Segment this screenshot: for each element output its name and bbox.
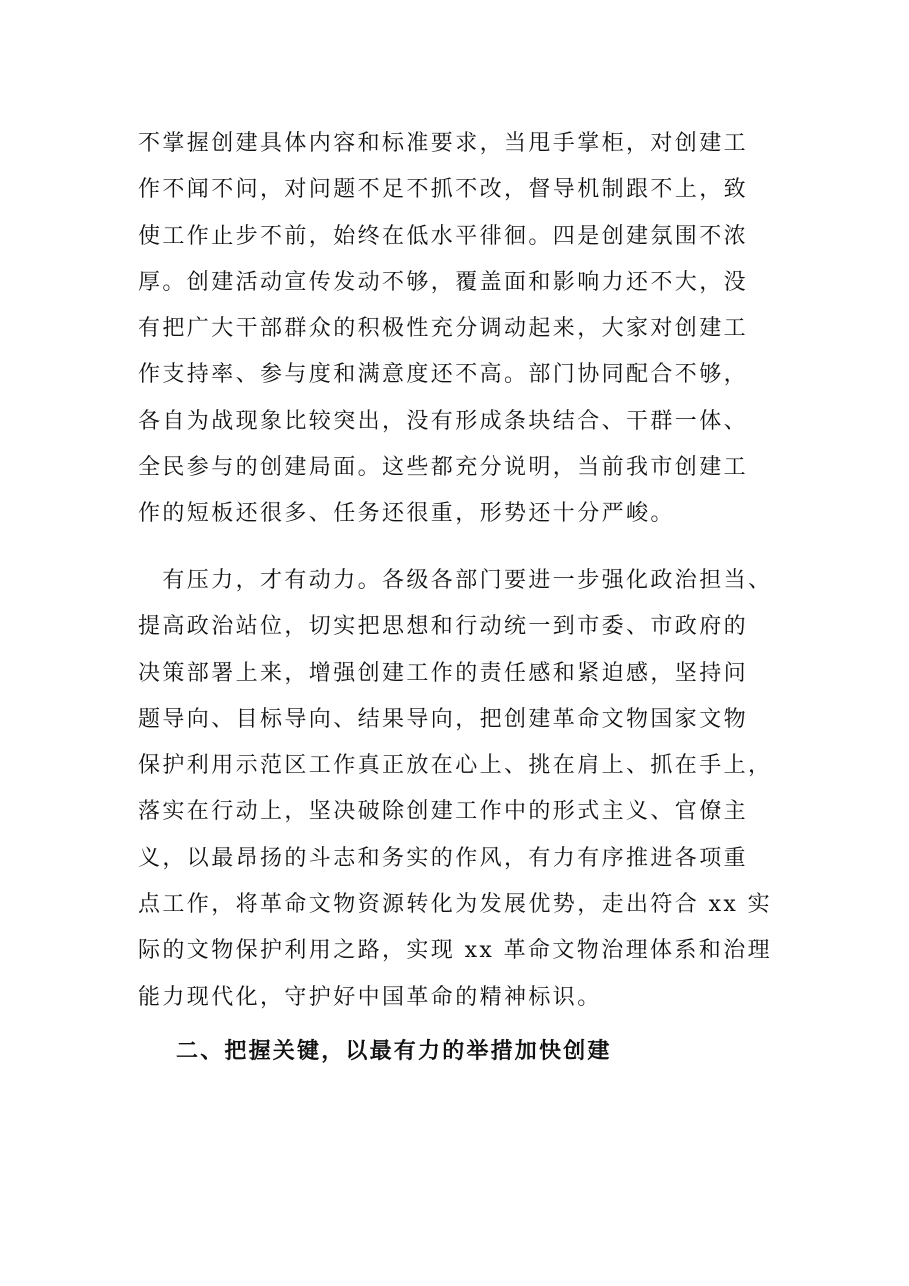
text-line: 际的文物保护利用之路，实现 xx 革命文物治理体系和治理 (138, 938, 773, 964)
text-line: 能力现代化，守护好中国革命的精神标识。 (138, 984, 602, 1010)
text-line: 提高政治站位，切实把思想和行动统一到市委、市政府的 (138, 614, 749, 640)
text-line: 保护利用示范区工作真正放在心上、挑在肩上、抓在手上， (138, 753, 773, 779)
text-line: 使工作止步不前，始终在低水平徘徊。四是创建氛围不浓 (138, 223, 749, 249)
text-line: 作支持率、参与度和满意度还不高。部门协同配合不够， (138, 362, 749, 388)
text-line: 各自为战现象比较突出，没有形成条块结合、干群一体、 (138, 408, 749, 434)
body-paragraph-1 (138, 121, 778, 538)
text-line: 作的短板还很多、任务还很重，形势还十分严峻。 (138, 501, 675, 527)
text-line: 决策部署上来，增强创建工作的责任感和紧迫感，坚持问 (138, 660, 749, 686)
text-line: 落实在行动上，坚决破除创建工作中的形式主义、官僚主 (138, 799, 749, 825)
text-line: 有把广大干部群众的积极性充分调动起来，大家对创建工 (138, 316, 749, 342)
text-line: 有压力，才有动力。各级各部门要进一步强化政治担当、 (138, 568, 773, 593)
text-line: 厚。创建活动宣传发动不够，覆盖面和影响力还不大，没 (138, 269, 749, 295)
text-line: 不掌握创建具体内容和标准要求，当甩手掌柜，对创建工 (138, 131, 749, 156)
section-heading: 二、把握关键，以最有力的举措加快创建 (176, 1039, 612, 1064)
text-line: 点工作，将革命文物资源转化为发展优势，走出符合 xx 实 (138, 892, 773, 918)
text-line: 作不闻不问，对问题不足不抓不改，督导机制跟不上，致 (138, 177, 749, 203)
body-paragraph-2 (138, 558, 778, 1021)
text-line: 全民参与的创建局面。这些都充分说明，当前我市创建工 (138, 455, 749, 481)
text-line: 义，以最昂扬的斗志和务实的作风，有力有序推进各项重 (138, 845, 749, 871)
text-line: 题导向、目标导向、结果导向，把创建革命文物国家文物 (138, 706, 749, 732)
